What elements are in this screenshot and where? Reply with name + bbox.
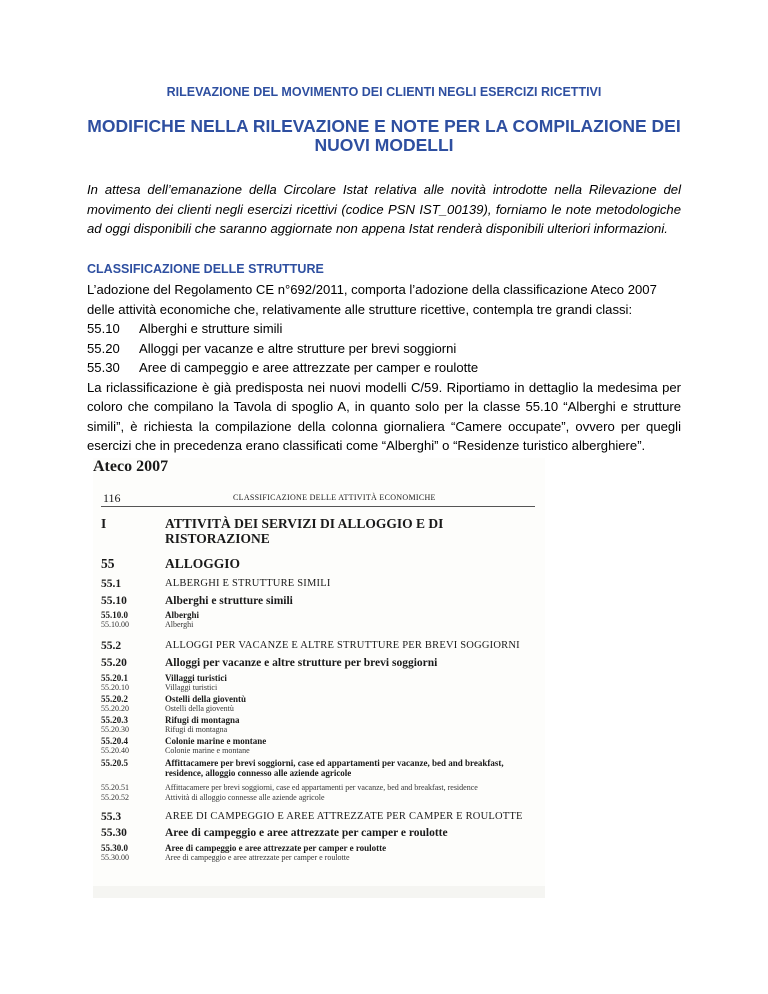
ateco-code: 55.30 [101,827,127,839]
class-line [87,339,681,359]
ateco-text: ALBERGHI E STRUTTURE SIMILI [165,578,331,589]
ateco-text: Alberghi [165,620,194,629]
class-label: Aree di campeggio e aree attrezzate per camper e roulotte [139,360,479,375]
ateco-code: 55.20 [101,657,127,669]
document-title: MODIFICHE NELLA RILEVAZIONE E NOTE PER LA COMPILAZIONE DEI NUOVI MODELLI [87,116,681,155]
ateco-code: 55.1 [101,578,122,590]
ateco-text: Affittacamere per brevi soggiorni, case ed appartamenti per vacanze, bed and breakfast, residence [165,783,478,792]
figure-bottom-edge [93,886,545,898]
ateco-code: 55 [101,556,115,571]
ateco-text: ATTIVITÀ DEI SERVIZI DI ALLOGGIO E DI RISTORAZIONE [165,516,444,546]
ateco-code: 55.30.00 [101,853,129,862]
ateco-text: ALLOGGI PER VACANZE E ALTRE STRUTTURE PER BREVI SOGGIORNI [165,640,520,651]
ateco-text: Rifugi di montagna [165,715,240,725]
ateco-code: 55.20.4 [101,736,128,746]
ateco-code: 55.10 [101,595,127,607]
ateco-code: 55.20.20 [101,704,129,713]
ateco-text: Colonie marine e montane [165,736,267,746]
class-line [87,319,681,339]
ateco-code: 55.10.0 [101,610,128,620]
ateco-text: Alloggi per vacanze e altre strutture per brevi soggiorni [165,657,438,669]
ateco-code: 55.20.10 [101,683,129,692]
ateco-code: 55.20.52 [101,793,129,802]
ateco-code: 55.20.2 [101,694,128,704]
ateco-text: Alberghi e strutture simili [165,595,293,607]
paragraph-2: La riclassificazione è già predisposta nei nuovi modelli C/59. Riportiamo in dettaglio la medesima per coloro che compilano la Tavola di spoglio A, in quanto solo per la classe 55.10 “Alberghi e strutture simili”, è richiesta la compilazione della colonna giornaliera “Camere occupate”, ovvero per quegli esercizi che in precedenza erano classificati come “Alberghi” o “Residenze turistico alberghiere”. [87,379,681,453]
ateco-code: 55.3 [101,811,122,823]
figure-running-title: CLASSIFICAZIONE DELLE ATTIVITÀ ECONOMICHE [233,493,436,502]
ateco-code: 55.30.0 [101,843,128,853]
ateco-text: Rifugi di montagna [165,725,228,734]
class-label: Alberghi e strutture simili [139,321,283,336]
ateco-code: 55.20.1 [101,673,128,683]
section-heading: CLASSIFICAZIONE DELLE STRUTTURE [87,262,324,276]
ateco-text: Colonie marine e montane [165,746,250,755]
class-code: 55.10 [87,321,120,336]
ateco-code: I [101,516,107,531]
document-supertitle: RILEVAZIONE DEL MOVIMENTO DEI CLIENTI NEGLI ESERCIZI RICETTIVI [166,85,602,99]
ateco-text: ALLOGGIO [165,556,241,571]
ateco-code: 55.20.3 [101,715,128,725]
ateco-text: Ostelli della gioventù [165,704,234,713]
ateco-text: Alberghi [165,610,200,620]
ateco-code: 55.20.5 [101,758,128,768]
ateco-code: 55.10.00 [101,620,129,629]
section-body [87,280,681,456]
figure-page-number: 116 [103,491,121,505]
class-code: 55.30 [87,360,120,375]
ateco-code: 55.2 [101,640,122,652]
ateco-text: Affittacamere per brevi soggiorni, case ed appartamenti per vacanze, bed and breakfast, residence, alloggio connesso alle aziende agricole [165,758,504,778]
class-label: Alloggi per vacanze e altre strutture per brevi soggiorni [139,340,457,356]
ateco-text: Aree di campeggio e aree attrezzate per camper e roulotte [165,827,448,839]
ateco-text: Attività di alloggio connesse alle aziende agricole [165,793,325,802]
header-rule [101,506,535,507]
ateco-text: Aree di campeggio e aree attrezzate per camper e roulotte [165,853,350,862]
intro-paragraph: In attesa dell’emanazione della Circolare Istat relativa alle novità introdotte nella Rilevazione del movimento dei clienti negli esercizi ricettivi (codice PSN IST_00139), forniamo le note metodologiche ad oggi disponibili che saranno aggiornate non appena Istat renderà disponibili ulteriori informazioni. [87,182,681,236]
paragraph-1: L’adozione del Regolamento CE n°692/2011, comporta l’adozione della classificazione Ateco 2007 delle attività economiche che, relativamente alle strutture ricettive, contempla tre grandi classi: [87,282,657,317]
ateco-figure [93,458,545,898]
figure-header: Ateco 2007 [93,458,169,475]
ateco-text: Ostelli della gioventù [165,694,246,704]
class-line [87,358,681,378]
class-code: 55.20 [87,340,120,356]
ateco-code: 55.20.30 [101,725,129,734]
ateco-text: Aree di campeggio e aree attrezzate per camper e roulotte [165,843,387,853]
ateco-text: Villaggi turistici [165,673,227,683]
ateco-code: 55.20.51 [101,783,129,792]
ateco-code: 55.20.40 [101,746,129,755]
ateco-text: AREE DI CAMPEGGIO E AREE ATTREZZATE PER CAMPER E ROULOTTE [165,811,523,822]
ateco-text: Villaggi turistici [165,683,218,692]
